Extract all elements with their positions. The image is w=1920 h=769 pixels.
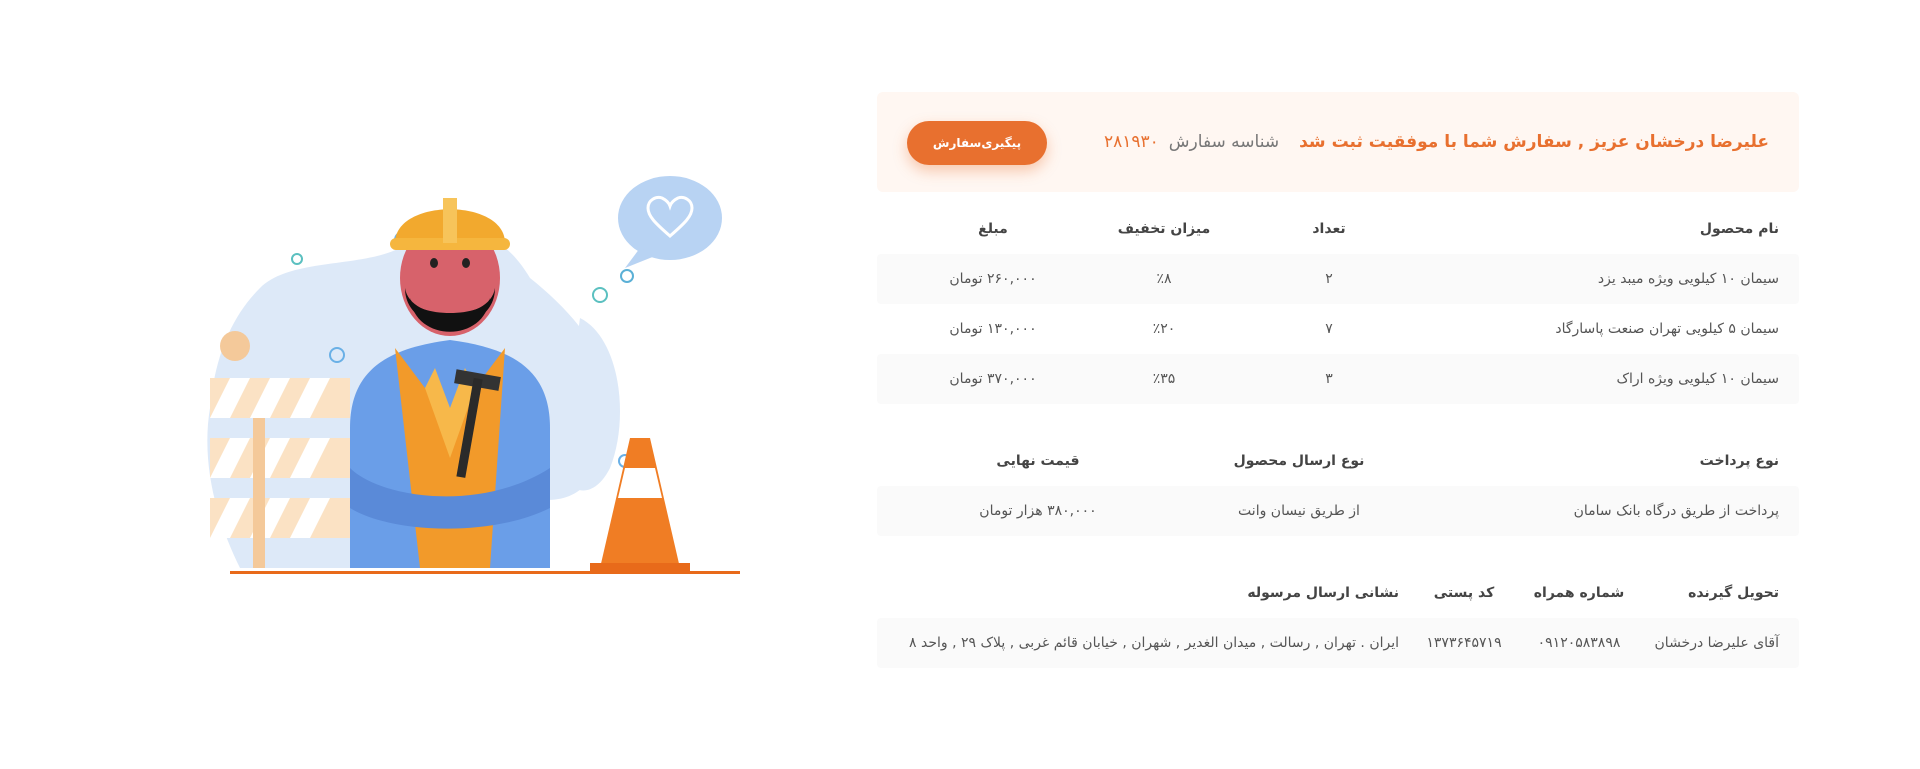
table-header (877, 436, 1799, 486)
table-row (877, 618, 1799, 668)
product-price: ۲۶۰,۰۰۰ تومان (949, 271, 1037, 287)
table-header (877, 568, 1799, 618)
confirmation-bar (877, 92, 1799, 192)
header-price: مبلغ (978, 221, 1008, 237)
payment-table (877, 436, 1799, 536)
product-price: ۱۳۰,۰۰۰ تومان (949, 321, 1037, 337)
table-row (877, 304, 1799, 354)
shipping-type: از طریق نیسان وانت (1238, 503, 1360, 519)
final-price: ۳۸۰,۰۰۰ هزار تومان (979, 503, 1097, 519)
table-row (877, 486, 1799, 536)
order-confirmation-panel (877, 92, 1799, 668)
header-shipping-type: نوع ارسال محصول (1233, 453, 1365, 469)
product-name: سیمان ۱۰ کیلویی ویژه میبد یزد (1597, 271, 1779, 287)
construction-worker-illustration (200, 168, 750, 608)
recipient-name: آقای علیرضا درخشان (1654, 635, 1779, 651)
product-name: سیمان ۱۰ کیلویی ویژه اراک (1616, 371, 1779, 387)
header-recipient: تحویل گیرنده (1688, 585, 1779, 601)
order-id-value: ۲۸۱۹۳۰ (1104, 132, 1159, 152)
header-quantity: تعداد (1312, 221, 1346, 237)
table-row (877, 254, 1799, 304)
recipient-phone: ۰۹۱۲۰۵۸۳۸۹۸ (1537, 635, 1621, 651)
product-price: ۳۷۰,۰۰۰ تومان (949, 371, 1037, 387)
header-address: نشانی ارسال مرسوله (1247, 585, 1399, 601)
order-id-label: شناسه سفارش (1168, 132, 1280, 152)
recipient-postal-code: ۱۳۷۳۶۴۵۷۱۹ (1426, 635, 1502, 651)
product-qty: ۷ (1325, 321, 1333, 337)
header-final-price: قیمت نهایی (996, 453, 1080, 469)
recipient-table (877, 568, 1799, 668)
confirmation-message: علیرضا درخشان عزیز , سفارش شما با موفقیت ثبت شد (1299, 132, 1769, 152)
product-name: سیمان ۵ کیلویی تهران صنعت پاسارگاد (1555, 321, 1779, 337)
product-qty: ۳ (1325, 371, 1333, 387)
recipient-address: ایران . تهران , رسالت , میدان الغدیر , شهران , خیابان قائم غربی , پلاک ۲۹ , واحد ۸ (909, 635, 1399, 651)
header-phone: شماره همراه (1533, 585, 1625, 601)
header-product-name: نام محصول (1699, 221, 1779, 237)
table-row (877, 354, 1799, 404)
track-order-button[interactable]: پیگیری‌سفارش (907, 121, 1047, 165)
product-qty: ۲ (1325, 271, 1333, 287)
header-payment-type: نوع پرداخت (1699, 453, 1779, 469)
payment-type: پرداخت از طریق درگاه بانک سامان (1573, 503, 1779, 519)
table-header (877, 204, 1799, 254)
product-discount: ٪۸ (1156, 271, 1172, 287)
products-table (877, 204, 1799, 404)
header-postal-code: کد پستی (1433, 585, 1495, 601)
header-discount: میزان تخفیف (1117, 221, 1211, 237)
product-discount: ٪۳۵ (1152, 371, 1176, 387)
product-discount: ٪۲۰ (1152, 321, 1176, 337)
